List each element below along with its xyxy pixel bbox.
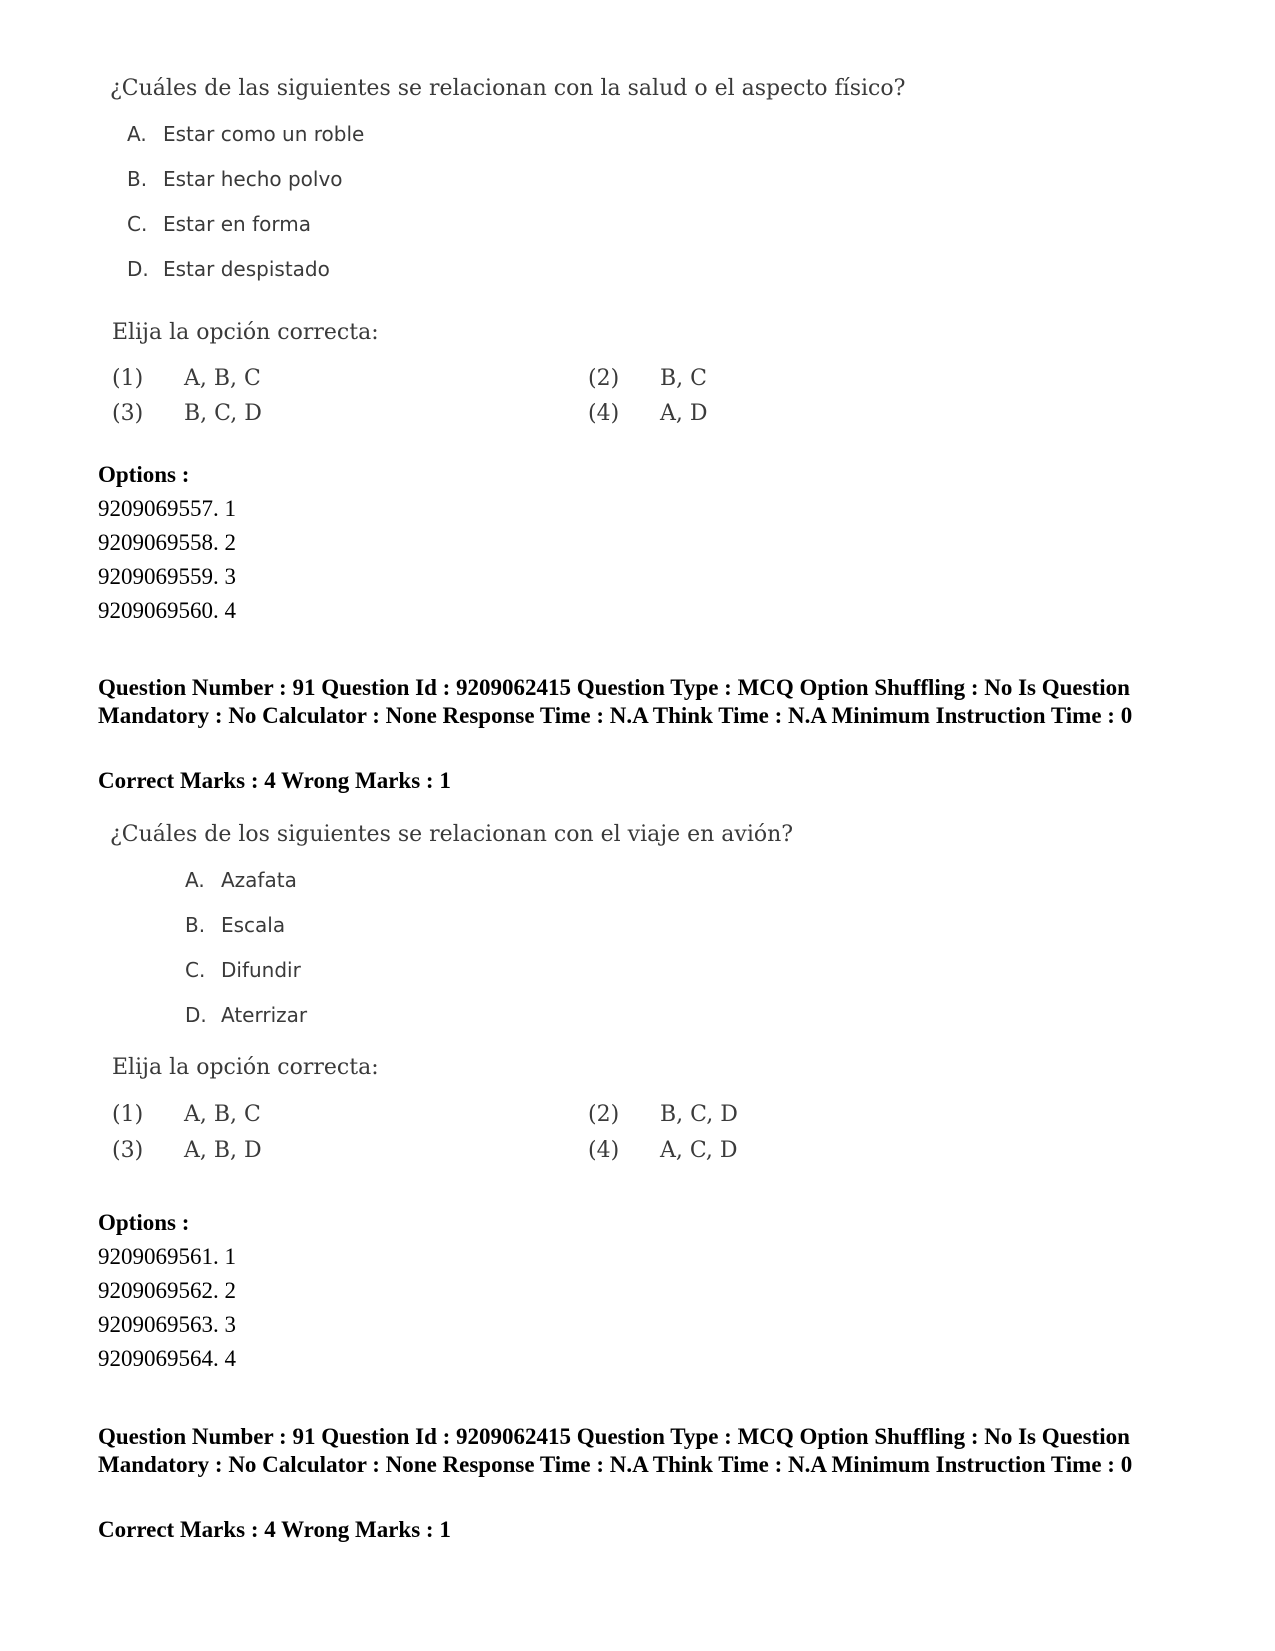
question-marks: Correct Marks : 4 Wrong Marks : 1	[98, 1517, 451, 1542]
choice-item: (4) A, D	[588, 401, 708, 426]
option-item: 9209069564. 4	[98, 1346, 236, 1371]
option-item: 9209069559. 3	[98, 564, 236, 589]
list-item: C. Estar en forma	[127, 212, 311, 236]
question-text: ¿Cuáles de las siguientes se relacionan con la salud o el aspecto físico?	[110, 76, 906, 101]
choice-item: (1) A, B, C	[112, 366, 261, 391]
choice-item: (3) A, B, D	[112, 1138, 262, 1163]
option-item: 9209069560. 4	[98, 598, 236, 623]
question-meta: Question Number : 91 Question Id : 9209062415 Question Type : MCQ Option Shuffling : No Is Question Mandatory : No Calculator : None Response Time : N.A Think Time : N.A Minimum Instruction Time : 0	[98, 675, 1133, 728]
option-item: 9209069561. 1	[98, 1244, 236, 1269]
choose-prompt: Elija la opción correcta:	[112, 1055, 379, 1080]
question-marks: Correct Marks : 4 Wrong Marks : 1	[98, 768, 451, 793]
options-label: Options :	[98, 1210, 190, 1235]
choice-item: (3) B, C, D	[112, 401, 262, 426]
list-item: A. Estar como un roble	[127, 122, 365, 146]
option-item: 9209069562. 2	[98, 1278, 236, 1303]
option-item: 9209069557. 1	[98, 496, 236, 521]
list-item: D. Aterrizar	[185, 1003, 308, 1027]
choice-item: (2) B, C, D	[588, 1102, 738, 1127]
list-item: C. Difundir	[185, 958, 301, 982]
options-label: Options :	[98, 462, 190, 487]
question-meta: Question Number : 91 Question Id : 9209062415 Question Type : MCQ Option Shuffling : No Is Question Mandatory : No Calculator : None Response Time : N.A Think Time : N.A Minimum Instruction Time : 0	[98, 1424, 1133, 1477]
option-item: 9209069558. 2	[98, 530, 236, 555]
question-text: ¿Cuáles de los siguientes se relacionan con el viaje en avión?	[110, 822, 794, 847]
list-item: A. Azafata	[185, 868, 297, 892]
choice-item: (1) A, B, C	[112, 1102, 261, 1127]
choose-prompt: Elija la opción correcta:	[112, 320, 379, 345]
list-item: B. Escala	[185, 913, 286, 937]
choice-item: (4) A, C, D	[588, 1138, 738, 1163]
choice-item: (2) B, C	[588, 366, 707, 391]
list-item: D. Estar despistado	[127, 257, 330, 281]
list-item: B. Estar hecho polvo	[127, 167, 343, 191]
option-item: 9209069563. 3	[98, 1312, 236, 1337]
